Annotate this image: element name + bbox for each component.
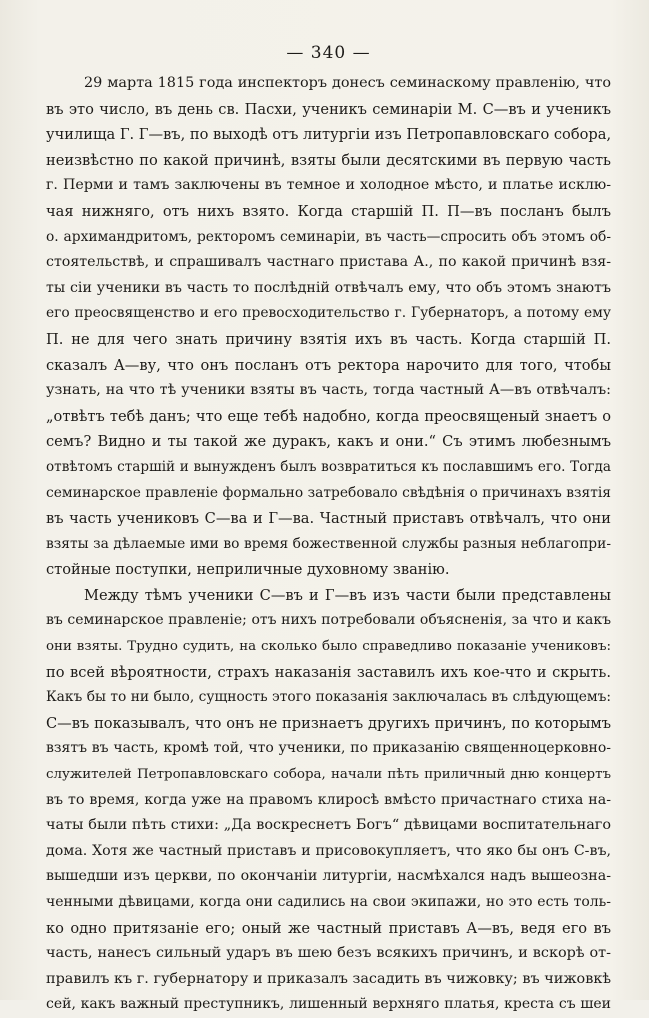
text-line: сказалъ А—ву, что онъ посланъ отъ ректора нарочито для того, чтобы xyxy=(46,356,611,374)
text-line: въ то время, когда уже на правомъ клиросѣ вмѣсто причастнаго стиха на- xyxy=(46,791,611,808)
paragraph-1 xyxy=(46,71,611,583)
text-line: стойные поступки, неприличные духовному званію. xyxy=(46,561,450,579)
text-line: въ это число, въ день св. Пасхи, ученикъ семинаріи М. С—въ и ученикъ xyxy=(46,100,611,118)
text-line: дома. Хотя же частный приставъ и присовокупляетъ, что яко бы онъ С-въ, xyxy=(46,842,611,859)
text-line: Какъ бы то ни было, сущность этого показанія заключалась въ слѣдующемъ: xyxy=(46,689,612,706)
text-line: ты сіи ученики въ часть то послѣдній отвѣчалъ ему, что объ этомъ знаютъ xyxy=(46,279,611,296)
text-line: узнать, на что тѣ ученики взяты въ часть, тогда частный А—въ отвѣчалъ: xyxy=(46,382,611,399)
text-line: въ часть учениковъ С—ва и Г—ва. Частный приставъ отвѣчалъ, что они xyxy=(46,510,611,528)
text-line: семъ? Видно и ты такой же дуракъ, какъ и они.“ Съ этимъ любезнымъ xyxy=(46,433,611,451)
text-line: 29 марта 1815 года инспекторъ донесъ семинаскому правленію, что xyxy=(84,75,611,91)
text-line: отвѣтомъ старшій и вынужденъ былъ возвратиться къ пославшимъ его. Тогда xyxy=(46,458,611,475)
text-line: С—въ показывалъ, что онъ не признаетъ другихъ причинъ, по которымъ xyxy=(46,714,611,732)
text-line: правилъ къ г. губернатору и приказалъ засадить въ чижовку; въ чижовкѣ xyxy=(46,970,611,987)
text-line: въ семинарское правленіе; отъ нихъ потребовали объясненія, за что и какъ xyxy=(46,612,611,629)
text-line: П. не для чего знать причину взятія ихъ въ часть. Когда старшій П. xyxy=(46,330,611,348)
text-line: вышедши изъ церкви, по окончаніи литургіи, насмѣхался надъ вышеозна- xyxy=(46,868,611,885)
text-line: г. Перми и тамъ заключены въ темное и холодное мѣсто, и платье исклю- xyxy=(46,177,611,194)
text-line: часть, нанесъ сильный ударъ въ шею безъ всякихъ причинъ, и вскорѣ от- xyxy=(46,945,611,962)
text-line: ченными дѣвицами, когда они садились на свои экипажи, но это есть толь- xyxy=(46,894,611,910)
text-line: стоятельствѣ, и спрашивалъ частнаго пристава А., по какой причинѣ взя- xyxy=(46,254,611,271)
text-line: училища Г. Г—въ, по выходѣ отъ литургіи изъ Петропавловскаго собора, xyxy=(46,126,612,144)
text-line: семинарское правленіе формально затребовало свѣдѣнія о причинахъ взятія xyxy=(46,484,611,501)
text-line: служителей Петропавловскаго собора, начали пѣть приличный дню концертъ xyxy=(46,767,611,783)
paragraph-2 xyxy=(46,583,611,1018)
text-line: взяты за дѣлаемые ими во время божественной службы разныя неблагопри- xyxy=(46,535,611,552)
text-line: о. архимандритомъ, ректоромъ семинаріи, въ часть—спросить объ этомъ об- xyxy=(46,228,611,245)
text-line: сей, какъ важный преступникъ, лишенный верхняго платья, креста съ шеи xyxy=(46,996,611,1013)
text-line: ко одно притязаніе его; оный же частный приставъ А—въ, ведя его въ xyxy=(46,919,611,937)
text-line: чая нижняго, отъ нихъ взято. Когда старшій П. П—въ посланъ былъ xyxy=(46,202,611,220)
text-line: чаты были пѣть стихи: „Да воскреснетъ Богъ“ дѣвицами воспитательнаго xyxy=(46,817,611,834)
text-line: „отвѣтъ тебѣ данъ; что еще тебѣ надобно, когда преосвященый знаетъ о xyxy=(46,407,611,425)
text-line: они взяты. Трудно судить, на сколько было справедливо показаніе учениковъ: xyxy=(46,639,611,655)
text-line: неизвѣстно по какой причинѣ, взяты были десятскими въ первую часть xyxy=(46,151,611,169)
page-number: — 340 — xyxy=(286,43,371,63)
text-line: его преосвященство и его превосходительство г. Губернаторъ, а потому ему xyxy=(46,305,611,322)
text-line: взятъ въ часть, кромѣ той, что ученики, по приказанію священноцерковно- xyxy=(46,740,611,757)
text-line: по всей вѣроятности, страхъ наказанія заставилъ ихъ кое-что и скрыть. xyxy=(46,663,611,681)
text-line: Между тѣмъ ученики С—въ и Г—въ изъ части были представлены xyxy=(84,586,611,604)
